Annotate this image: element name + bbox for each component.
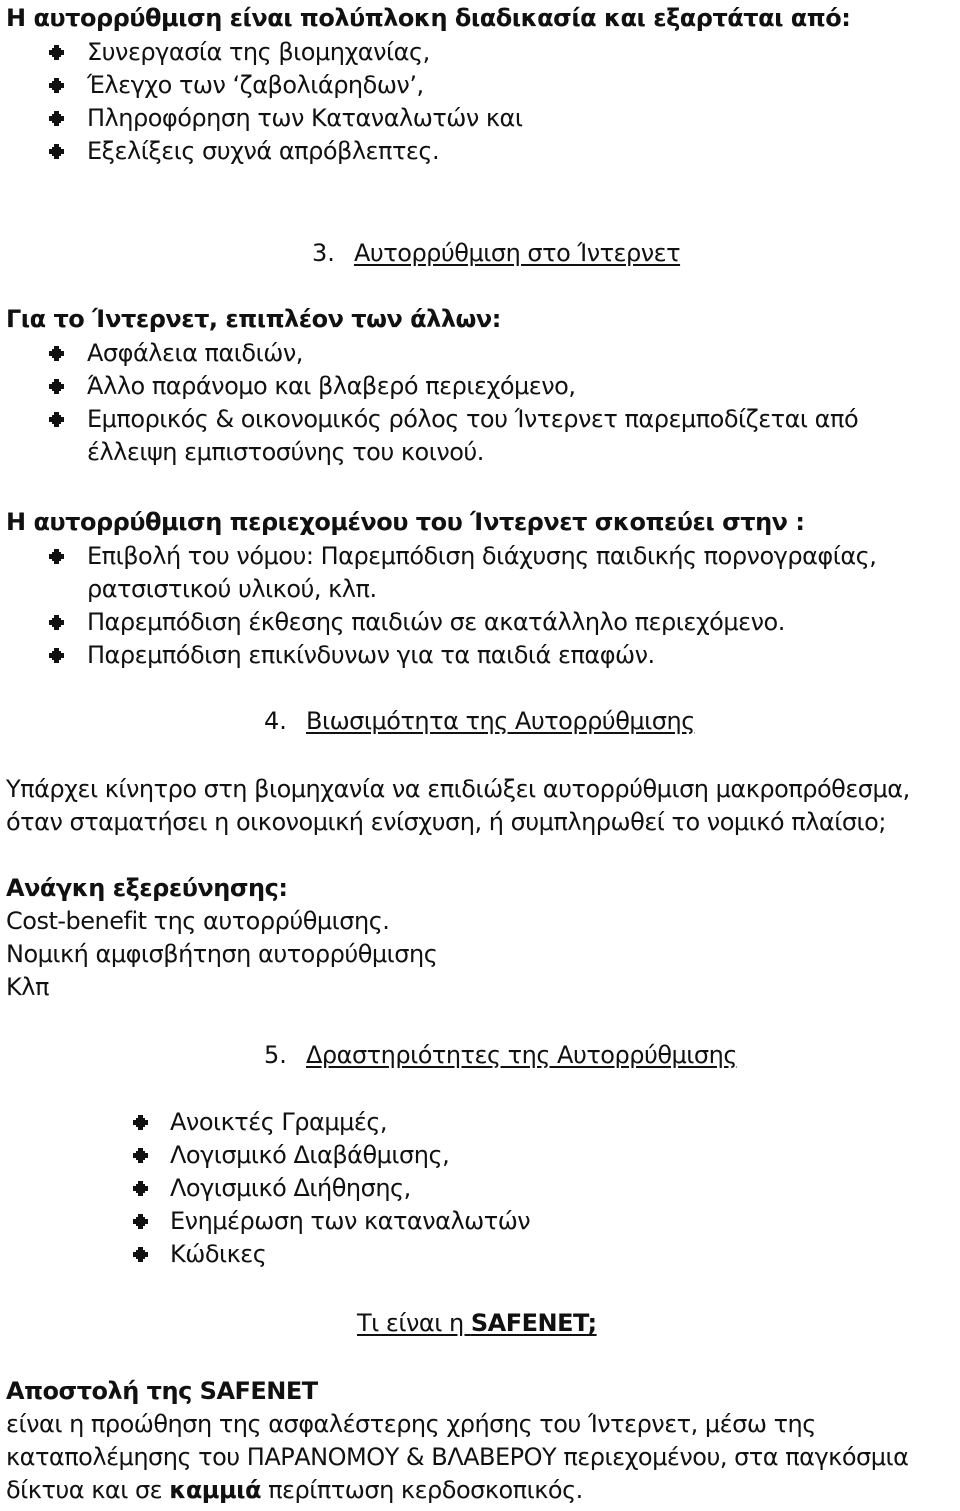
mission-last-line bbox=[6, 1475, 583, 1505]
mission-last-bold: καμμιά bbox=[169, 1476, 261, 1504]
mission-last-start: δίκτυα και σε bbox=[6, 1476, 170, 1504]
section3-item-continuation: έλλειψη εμπιστοσύνης του κοινού. bbox=[87, 438, 484, 466]
bullet-icon bbox=[52, 48, 61, 57]
section3-aim-heading: Η αυτορρύθμιση περιεχομένου του Ίντερνετ σκοπεύει στην : bbox=[6, 508, 805, 536]
intro-item: Εξελίξεις συχνά απρόβλεπτες. bbox=[87, 137, 440, 165]
bullet-icon bbox=[52, 651, 61, 660]
section5-number: 5. bbox=[264, 1041, 287, 1069]
section4-title: Βιωσιμότητα της Αυτορρύθμισης bbox=[306, 707, 695, 735]
section3-aim-item: Παρεμπόδιση επικίνδυνων για τα παιδιά επαφών. bbox=[87, 641, 655, 669]
section3-item: Άλλο παράνομο και βλαβερό περιεχόμενο, bbox=[87, 372, 576, 400]
intro-item: Πληροφόρηση των Καταναλωτών και bbox=[87, 104, 523, 132]
section4-number: 4. bbox=[264, 707, 287, 735]
bullet-icon bbox=[52, 415, 61, 424]
bullet-icon bbox=[52, 114, 61, 123]
bullet-icon bbox=[136, 1151, 145, 1160]
bullet-icon bbox=[136, 1118, 145, 1127]
research-line: Νομική αμφισβήτηση αυτορρύθμισης bbox=[6, 940, 438, 968]
section5-item: Κώδικες bbox=[170, 1240, 267, 1268]
section3-aim-item-continuation: ρατσιστικού υλικού, κλπ. bbox=[87, 575, 377, 603]
section4-paragraph-line: όταν σταματήσει η οικονομική ενίσχυση, ή συμπληρωθεί το νομικό πλαίσιο; bbox=[6, 808, 886, 836]
section4-paragraph-line: Υπάρχει κίνητρο στη βιομηχανία να επιδιώξει αυτορρύθμιση μακροπρόθεσμα, bbox=[6, 775, 910, 803]
intro-item: Έλεγχο των ‘ζαβολιάρηδων’, bbox=[87, 71, 424, 99]
section3-lead: Για το Ίντερνετ, επιπλέον των άλλων: bbox=[6, 305, 501, 333]
bullet-icon bbox=[52, 618, 61, 627]
bullet-icon bbox=[136, 1184, 145, 1193]
section5-title: Δραστηριότητες της Αυτορρύθμισης bbox=[306, 1041, 737, 1069]
section3-item: Ασφάλεια παιδιών, bbox=[87, 339, 303, 367]
mission-line: είναι η προώθηση της ασφαλέστερης χρήσης του Ίντερνετ, μέσω της bbox=[6, 1410, 816, 1438]
research-line: Cost-benefit της αυτορρύθμισης. bbox=[6, 907, 390, 935]
research-heading: Ανάγκη εξερεύνησης: bbox=[6, 874, 288, 902]
section5-item: Λογισμικό Διήθησης, bbox=[170, 1174, 411, 1202]
section3-title: Αυτορρύθμιση στο Ίντερνετ bbox=[354, 239, 681, 267]
bullet-icon bbox=[136, 1217, 145, 1226]
bullet-icon bbox=[52, 349, 61, 358]
bullet-icon bbox=[52, 147, 61, 156]
safenet-question-prefix: Τι είναι η bbox=[357, 1309, 471, 1337]
intro-item: Συνεργασία της βιομηχανίας, bbox=[87, 38, 430, 66]
section3-aim-item: Παρεμπόδιση έκθεσης παιδιών σε ακατάλληλο περιεχόμενο. bbox=[87, 608, 785, 636]
mission-last-end: περίπτωση κερδοσκοπικός. bbox=[260, 1476, 583, 1504]
section3-number: 3. bbox=[312, 239, 335, 267]
bullet-icon bbox=[136, 1250, 145, 1259]
section5-item: Ενημέρωση των καταναλωτών bbox=[170, 1207, 531, 1235]
section5-item: Λογισμικό Διαβάθμισης, bbox=[170, 1141, 450, 1169]
bullet-icon bbox=[52, 81, 61, 90]
mission-heading: Αποστολή της SAFENET bbox=[6, 1377, 318, 1405]
safenet-question bbox=[357, 1308, 597, 1338]
intro-heading: Η αυτορρύθμιση είναι πολύπλοκη διαδικασία και εξαρτάται από: bbox=[6, 4, 851, 32]
bullet-icon bbox=[52, 382, 61, 391]
research-line: Κλπ bbox=[6, 973, 49, 1001]
mission-line: καταπολέμησης του ΠΑΡΑΝΟΜΟΥ & ΒΛΑΒΕΡΟΥ περιεχομένου, στα παγκόσμια bbox=[6, 1443, 909, 1471]
safenet-question-name: SAFENET; bbox=[470, 1309, 597, 1337]
bullet-icon bbox=[52, 552, 61, 561]
section3-item: Εμπορικός & οικονομικός ρόλος του Ίντερνετ παρεμποδίζεται από bbox=[87, 405, 859, 433]
section5-item: Ανοικτές Γραμμές, bbox=[170, 1108, 388, 1136]
section3-aim-item: Επιβολή του νόμου: Παρεμπόδιση διάχυσης παιδικής πορνογραφίας, bbox=[87, 542, 877, 570]
